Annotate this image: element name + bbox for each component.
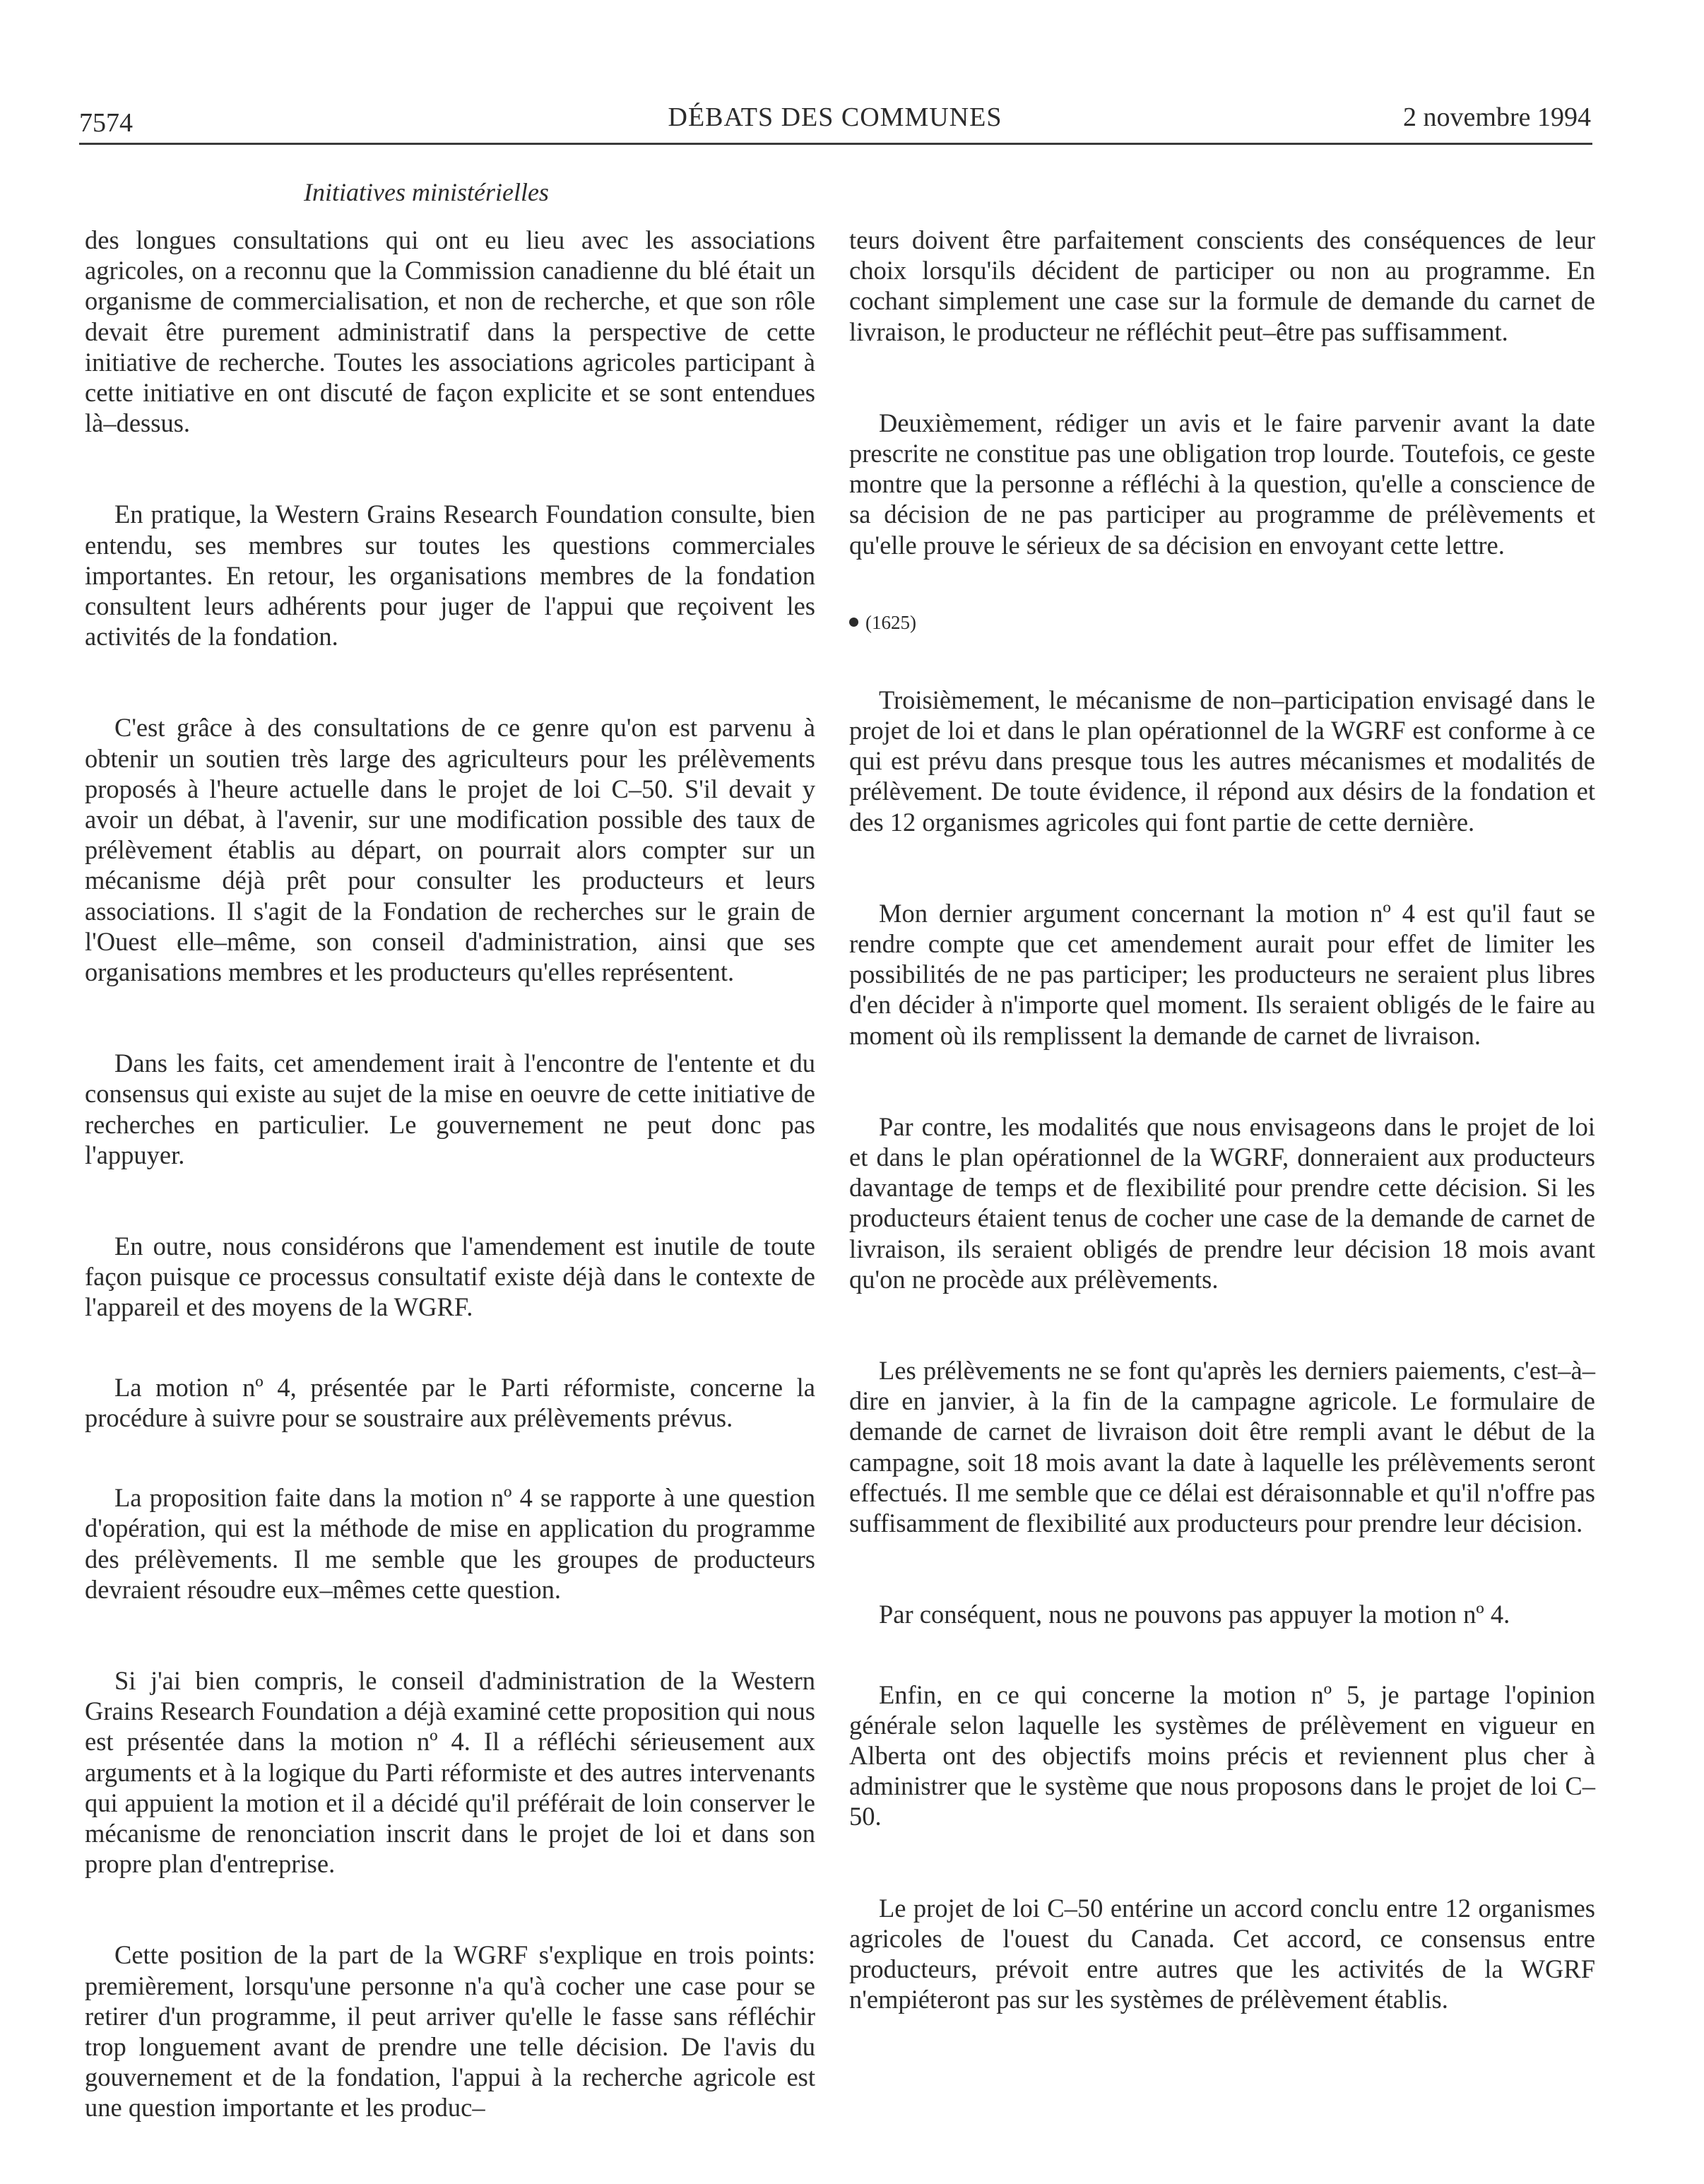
time-marker <box>849 610 1595 635</box>
paragraph: Les prélèvements ne se font qu'après les derniers paiements, c'est–à–dire en janvier, à la fin de la campagne agricole. Le formulaire de demande de carnet de livraison doit être rempli avant le début de la campagne, soit 18 mois avant la date à laquelle les prélèvements seront effectués. Il me semble que ce délai est déraisonnable et qu'il n'offre pas suffisamment de flexibilité aux producteurs pour prendre leur décision. <box>849 1356 1595 1538</box>
paragraph: Si j'ai bien compris, le conseil d'administration de la Western Grains Research Foundation a déjà examiné cette proposition qui nous est présentée dans la motion nº 4. Il a réfléchi sérieusement aux arguments et à la logique du Parti réformiste et des autres intervenants qui appuient la motion et il a décidé qu'il préférait de loin conserver le mécanisme de renonciation inscrit dans le projet de loi et dans son propre plan d'entreprise. <box>85 1665 815 1879</box>
paragraph: C'est grâce à des consultations de ce genre qu'on est parvenu à obtenir un soutien très large des agriculteurs pour les prélèvements proposés à l'heure actuelle dans le projet de loi C–50. S'il devait y avoir un débat, à l'avenir, sur une modification possible des taux de prélèvement établis au départ, on pourrait alors compter sur un mécanisme déjà prêt pour consulter les producteurs et leurs associations. Il s'agit de la Fondation de recherches sur le grain de l'Ouest elle–même, son conseil d'administration, ainsi que ses organisations membres et les producteurs qu'elles représentent. <box>85 713 815 987</box>
time-marker-label: (1625) <box>865 611 916 633</box>
paragraph: Le projet de loi C–50 entérine un accord conclu entre 12 organismes agricoles de l'ouest du Canada. Cet accord, ce consensus entre producteurs, prévoit entre autres que les activités de la WGRF n'empiéteront pas sur les systèmes de prélèvement établis. <box>849 1893 1595 2014</box>
paragraph: La proposition faite dans la motion nº 4 se rapporte à une question d'opération, qui est la méthode de mise en application du programme des prélèvements. Il me semble que les groupes de producteurs devraient résoudre eux–mêmes cette question. <box>85 1483 815 1604</box>
right-column <box>849 225 1595 2075</box>
paragraph: Enfin, en ce qui concerne la motion nº 5, je partage l'opinion générale selon laquelle les systèmes de prélèvement en vigueur en Alberta ont des objectifs moins précis et reviennent plus cher à administrer que le système que nous proposons dans le projet de loi C–50. <box>849 1680 1595 1831</box>
paragraph: Par contre, les modalités que nous envisageons dans le projet de loi et dans le plan opérationnel de la WGRF, donneraient aux producteurs davantage de temps et de flexibilité pour prendre cette décision. Si les producteurs étaient tenus de cocher une case de la demande de carnet de livraison, ils seraient obligés de prendre leur décision 18 mois avant qu'on ne procède aux prélèvements. <box>849 1111 1595 1294</box>
paragraph: La motion nº 4, présentée par le Parti réformiste, concerne la procédure à suivre pour se soustraire aux prélèvements prévus. <box>85 1372 815 1432</box>
paragraph: des longues consultations qui ont eu lieu avec les associations agricoles, on a reconnu que la Commission canadienne du blé était un organisme de commercialisation, et non de recherche, et que son rôle devait être purement administratif dans la perspective de cette initiative de recherche. Toutes les associations agricoles participant à cette initiative en ont discuté de façon explicite et se sont entendues là–dessus. <box>85 225 815 438</box>
paragraph: Mon dernier argument concernant la motion nº 4 est qu'il faut se rendre compte que cet amendement aurait pour effet de limiter les possibilités de ne pas participer; les producteurs ne seraient plus libres d'en décider à n'importe quel moment. Ils seraient obligés de le faire au moment où ils remplissent la demande de carnet de livraison. <box>849 898 1595 1050</box>
bullet-icon <box>849 618 858 627</box>
left-column <box>85 225 815 2184</box>
running-header <box>79 99 1591 141</box>
section-title: Initiatives ministérielles <box>304 178 549 206</box>
paragraph: Cette position de la part de la WGRF s'explique en trois points: premièrement, lorsqu'une personne n'a qu'à cocher une case pour se retirer d'un programme, il peut arriver qu'elle le fasse sans réfléchir trop longuement avant de prendre une telle décision. De l'avis du gouvernement et de la fondation, l'appui à la recherche agricole est une question importante et les produc– <box>85 1940 815 2123</box>
paragraph: teurs doivent être parfaitement conscients des conséquences de leur choix lorsqu'ils décident de participer ou non au programme. En cochant simplement une case sur la formule de demande du carnet de livraison, le producteur ne réfléchit peut–être pas suffisamment. <box>849 225 1595 346</box>
paragraph: Troisièmement, le mécanisme de non–participation envisagé dans le projet de loi et dans le plan opérationnel de la WGRF est conforme à ce qui est prévu dans presque tous les autres mécanismes et modalités de prélèvement. De toute évidence, il répond aux désirs de la fondation et des 12 organismes agricoles qui font partie de cette dernière. <box>849 685 1595 837</box>
publication-title: DÉBATS DES COMMUNES <box>668 102 1002 132</box>
paragraph: Deuxièmement, rédiger un avis et le faire parvenir avant la date prescrite ne constitue pas une obligation trop lourde. Toutefois, ce geste montre que la personne a réfléchi à la question, qu'elle a conscience de sa décision de ne pas participer au programme de prélèvements et qu'elle prouve le sérieux de sa décision en envoyant cette lettre. <box>849 408 1595 560</box>
paragraph: En outre, nous considérons que l'amendement est inutile de toute façon puisque ce processus consultatif existe déjà dans le contexte de l'appareil et des moyens de la WGRF. <box>85 1232 815 1322</box>
publication-date: 2 novembre 1994 <box>1403 102 1591 132</box>
paragraph: Dans les faits, cet amendement irait à l'encontre de l'entente et du consensus qui existe au sujet de la mise en oeuvre de cette initiative de recherches en particulier. Le gouvernement ne peut donc pas l'appuyer. <box>85 1049 815 1169</box>
paragraph: Par conséquent, nous ne pouvons pas appuyer la motion nº 4. <box>879 1600 1510 1629</box>
paragraph: En pratique, la Western Grains Research Foundation consulte, bien entendu, ses membres sur toutes les questions commerciales importantes. En retour, les organisations membres de la fondation consultent leurs adhérents pour juger de l'appui que reçoivent les activités de la fondation. <box>85 500 815 651</box>
page-number: 7574 <box>79 108 133 138</box>
header-rule <box>79 143 1592 145</box>
